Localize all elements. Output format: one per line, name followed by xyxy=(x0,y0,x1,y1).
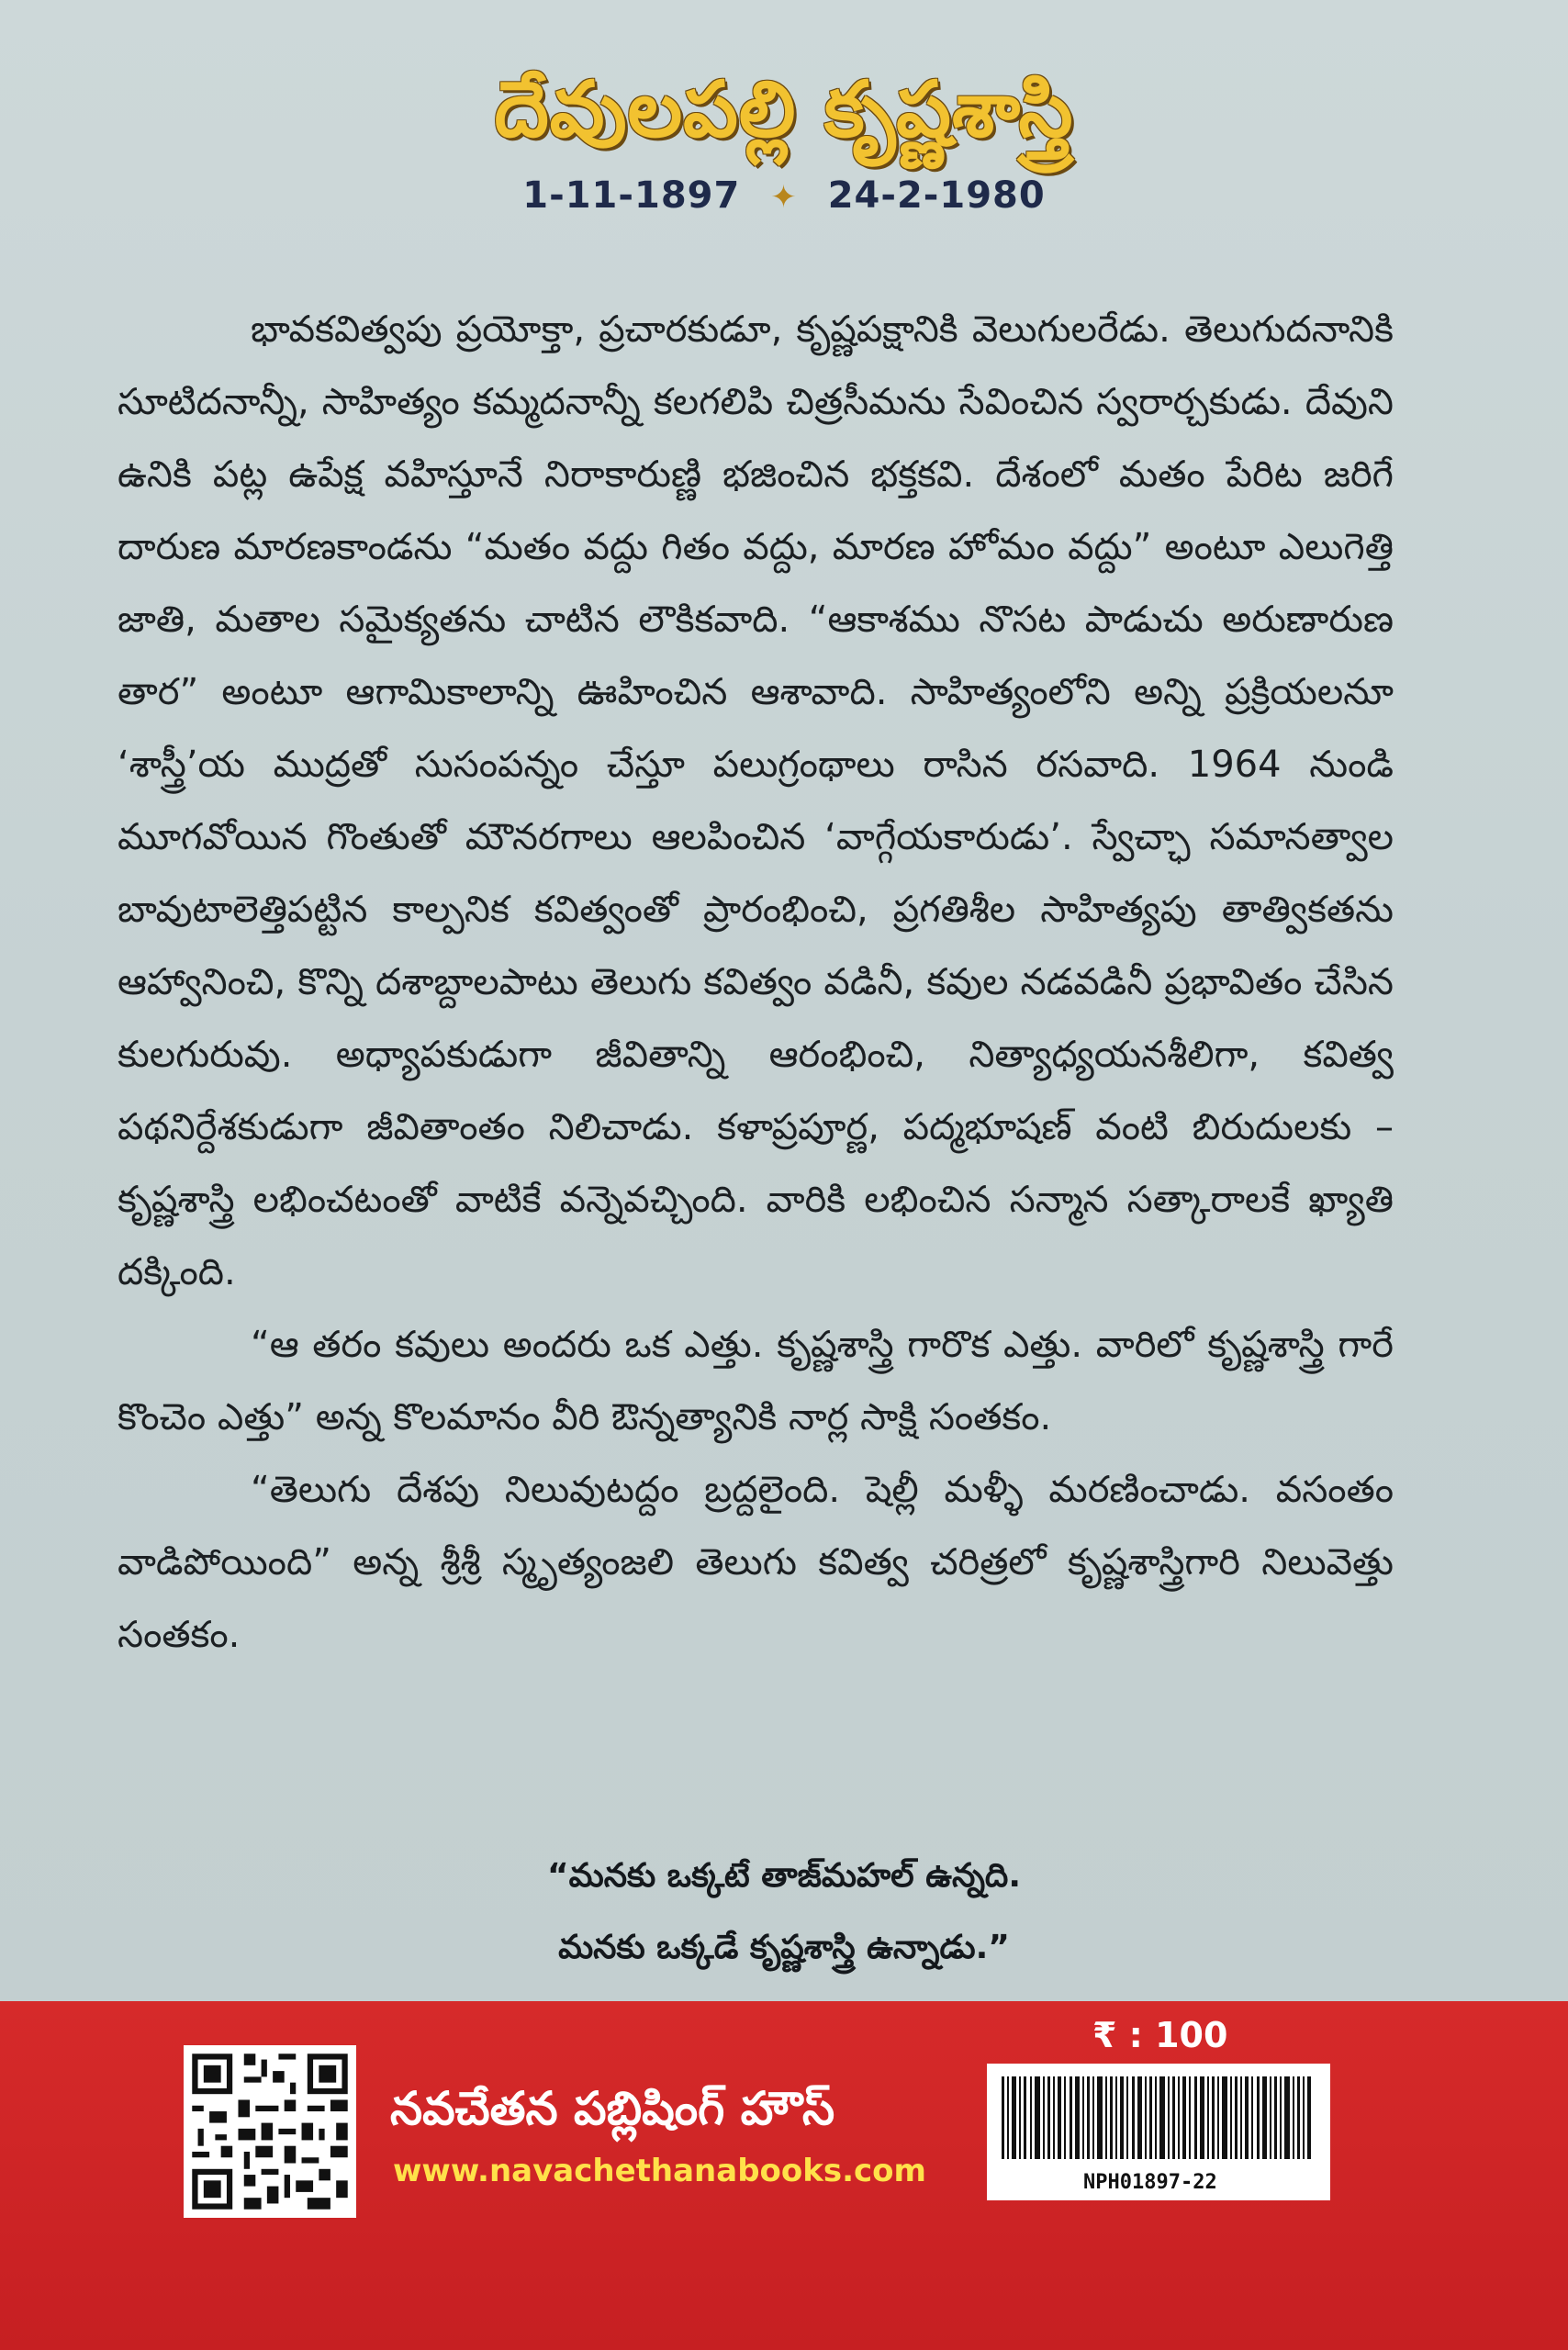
paragraph: భావకవిత్వపు ప్రయోక్తా, ప్రచారకుడూ, కృష్ణపక్షానికి వెలుగులరేడు. తెలుగుదనానికి సూటిదనాన్నీ, సాహిత్యం కమ్మదనాన్నీ కలగలిపి చిత్రసీమను సేవించిన స్వరార్చకుడు. దేవుని ఉనికి పట్ల ఉపేక్ష వహిస్తూనే నిరాకారుణ్ణి భజించిన భక్తకవి. దేశంలో మతం పేరిట జరిగే దారుణ మారణకాండను “మతం వద్దు గితం వద్దు, మారణ హోమం వద్దు” అంటూ ఎలుగెత్తి జాతి, మతాల సమైక్యతను చాటిన లౌకికవాది. “ఆకాశము నొసట పాడుచు అరుణారుణ తార” అంటూ ఆగామికాలాన్ని ఊహించిన ఆశావాది. సాహిత్యంలోని అన్ని ప్రక్రియలనూ ‘శాస్త్రీ’య ముద్రతో సుసంపన్నం చేస్తూ పలుగ్రంథాలు రాసిన రసవాది. 1964 నుండి మూగవోయిన గొంతుతో మౌనరగాలు ఆలపించిన ‘వాగ్గేయకారుడు’. స్వేచ్ఛా సమానత్వాల బావుటాలెత్తిపట్టిన కాల్పనిక కవిత్వంతో ప్రారంభించి, ప్రగతిశీల సాహిత్యపు తాత్వికతను ఆహ్వానించి, కొన్ని దశాబ్దాలపాటు తెలుగు కవిత్వం వడినీ, కవుల నడవడినీ ప్రభావితం చేసిన కులగురువు. అధ్యాపకుడుగా జీవితాన్ని ఆరంభించి, నిత్యాధ్యయనశీలిగా, కవిత్వ పథనిర్దేశకుడుగా జీవితాంతం నిలిచాడు. కళాప్రపూర్ణ, పద్మభూషణ్ వంటి బిరుదులకు – కృష్ణశాస్త్రి లభించటంతో వాటికే వన్నెవచ్చింది. వారికి లభించిన సన్మాన సత్కారాలకే ఖ్యాతి దక్కింది. xyxy=(118,308,1394,1293)
star-separator-icon: ✦ xyxy=(770,179,798,216)
publisher-website[interactable]: www.navachethanabooks.com xyxy=(393,2153,926,2189)
quote-line: “మనకు ఒక్కటే తాజ్‌మహల్ ఉన్నది. xyxy=(546,1857,1022,1895)
paragraph: “ఆ తరం కవులు అందరు ఒక ఎత్తు. కృష్ణశాస్త్రి గారొక ఎత్తు. వారిలో కృష్ణశాస్త్రి గారే కొంచెం ఎత్తు” అన్న కొలమానం వీరి ఔన్నత్యానికి నార్ల సాక్షి సంతకం. xyxy=(118,1324,1394,1438)
book-title: దేవులపల్లి కృష్ణశాస్త్రి xyxy=(494,64,1074,154)
quote-line: మనకు ఒక్కడే కృష్ణశాస్త్రి ఉన్నాడు.” xyxy=(558,1929,1010,1966)
closing-quote xyxy=(0,1841,1568,1984)
barcode-code: NPH01897-22 xyxy=(1083,2171,1217,2194)
birth-date: 1-11-1897 xyxy=(522,174,741,217)
death-date: 24-2-1980 xyxy=(827,174,1046,217)
paragraph: “తెలుగు దేశపు నిలువుటద్దం బ్రద్దలైంది. షెల్లీ మళ్ళీ మరణించాడు. వసంతం వాడిపోయింది” అన్న శ్రీశ్రీ స్మృత్యంజలి తెలుగు కవిత్వ చరిత్రలో కృష్ణశాస్త్రిగారి నిలువెత్తు సంతకం. xyxy=(118,1469,1394,1656)
biography-text xyxy=(118,294,1394,1672)
qr-code-icon xyxy=(184,2045,356,2218)
life-dates xyxy=(0,174,1568,217)
publisher-name: నవచేతన పబ్లిషింగ్ హౌస్ xyxy=(390,2082,835,2135)
price-label: ₹ : 100 xyxy=(1092,2015,1228,2055)
